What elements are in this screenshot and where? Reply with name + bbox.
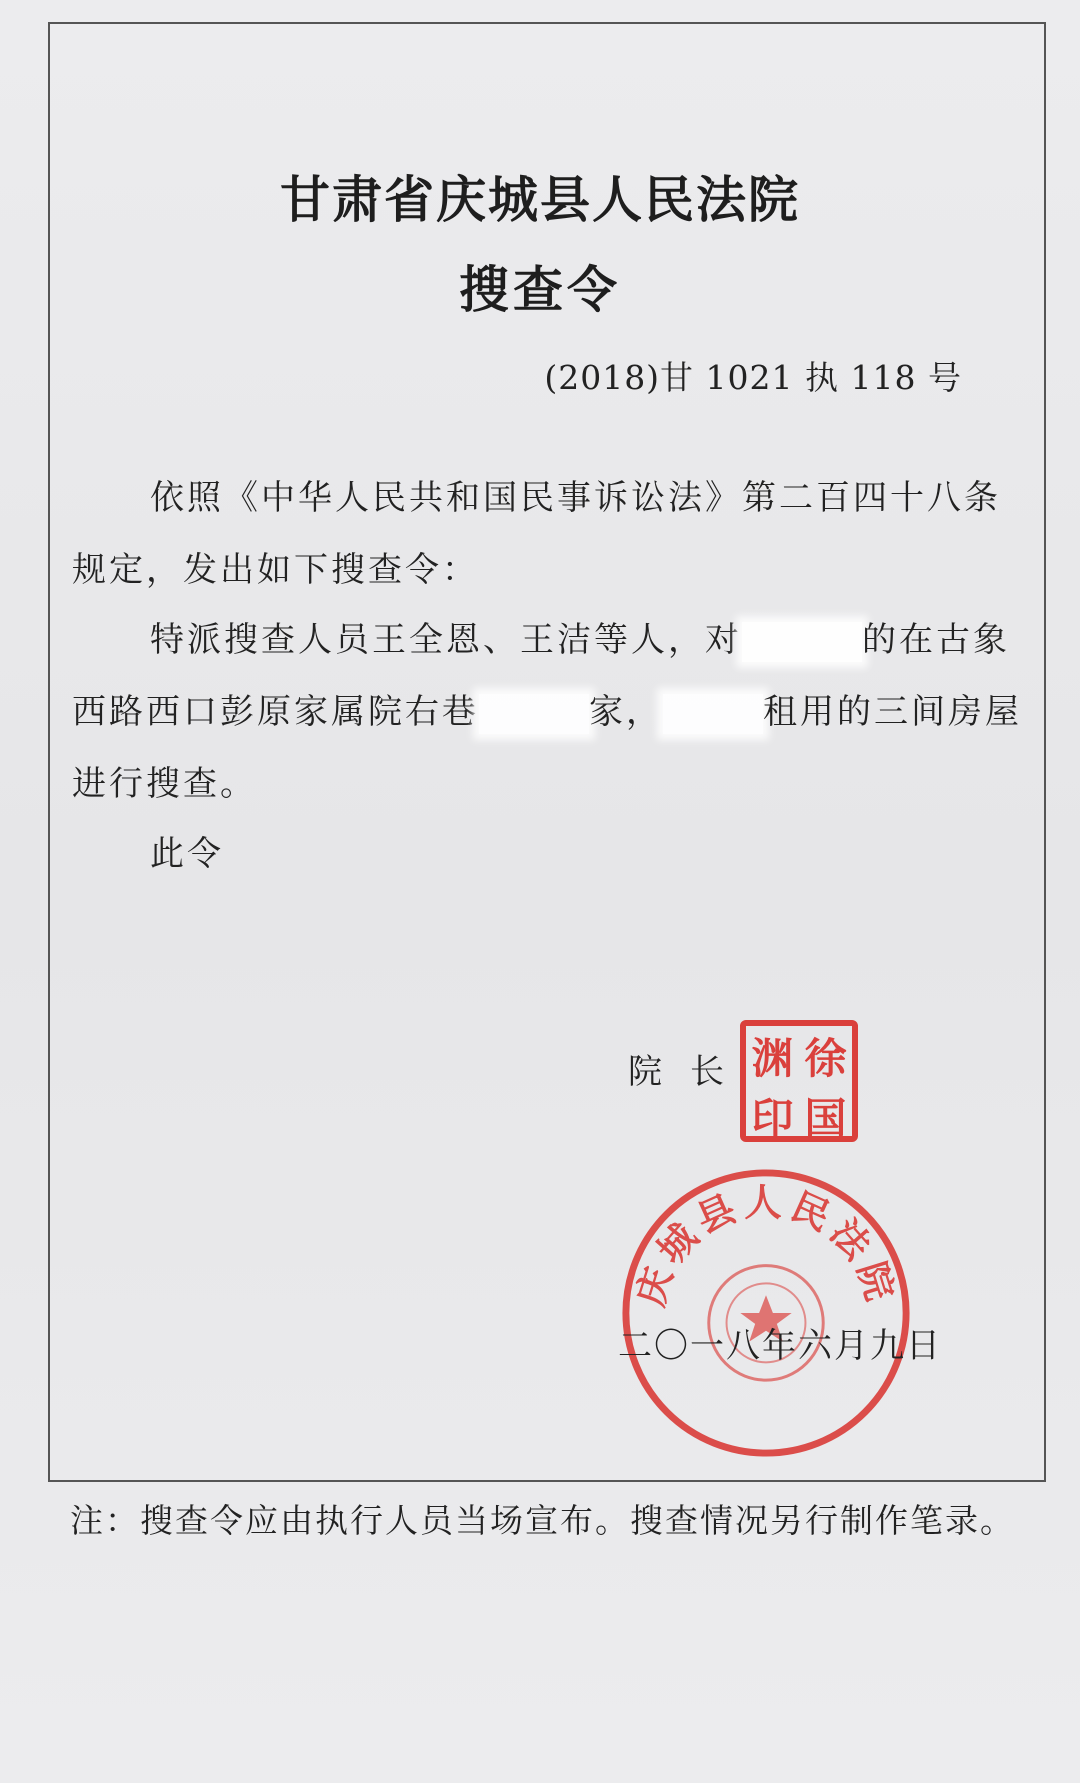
court-seal-icon bbox=[618, 1165, 914, 1461]
court-name: 甘肃省庆城县人民法院 bbox=[280, 171, 800, 229]
seal-char: 徐 bbox=[804, 1034, 847, 1083]
seal-char: 渊 bbox=[751, 1034, 794, 1083]
order-text-1: 特派搜查人员王全恩、王洁等人，对 bbox=[150, 620, 742, 660]
redaction-mark bbox=[742, 622, 862, 662]
president-seal bbox=[740, 1020, 858, 1142]
seal-char: 国 bbox=[804, 1094, 847, 1143]
order-text-3: 家， bbox=[589, 692, 663, 732]
order-text-2: 的在古象西路西口彭原家属院右巷 bbox=[72, 620, 1010, 732]
paragraph-legal-basis: 依照《中华人民共和国民事诉讼法》第二百四十八条规定，发出如下搜查令： bbox=[72, 478, 1001, 590]
order-text-4: 租用的三间房屋进行搜查。 bbox=[72, 692, 1022, 804]
svg-text:庆城县人民法院 bbox=[628, 1181, 904, 1312]
redaction-mark bbox=[479, 694, 589, 734]
issue-date: 二〇一八年六月九日 bbox=[618, 1326, 942, 1366]
redaction-mark bbox=[663, 694, 763, 734]
president-label: 院长 bbox=[628, 1052, 752, 1092]
document-title: 搜查令 bbox=[459, 261, 621, 319]
seal-char: 印 bbox=[751, 1094, 794, 1143]
document-number: (2018)甘 1021 执 118 号 bbox=[544, 358, 962, 397]
footer-note: 注：搜查令应由执行人员当场宣布。搜查情况另行制作笔录。 bbox=[70, 1501, 1015, 1540]
paragraph-search-order bbox=[72, 604, 1022, 820]
paragraph-closing: 此令 bbox=[150, 834, 224, 874]
court-seal-text: 庆城县人民法院 bbox=[628, 1180, 904, 1312]
